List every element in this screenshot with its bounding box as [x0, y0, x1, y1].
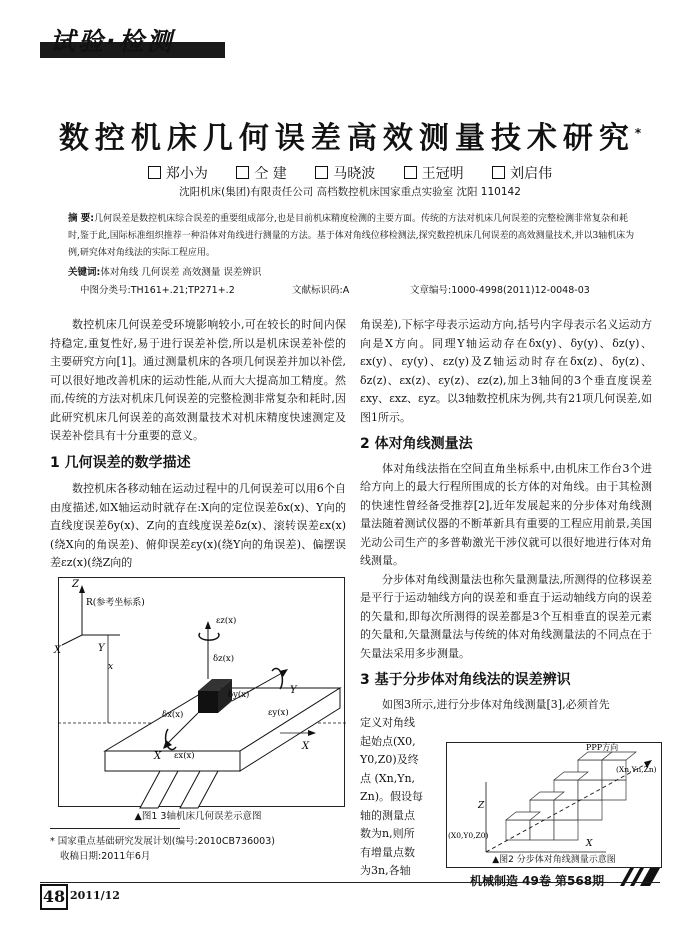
- arrow-x2-label: X: [302, 741, 310, 752]
- article-number: 文章编号:1000-4998(2011)12-0048-03: [410, 285, 590, 296]
- author-list: [0, 163, 700, 183]
- axis-z-label: Z: [478, 801, 485, 811]
- x-dim-label: x: [108, 662, 114, 672]
- section-3-wrapped-text: 定义对角线 起始点(X0, Y0,Z0)及终 点 (Xn,Yn, Zn)。假设每 轴的测量点 数为n,则所 有增量点数 为3n,各轴: [360, 716, 424, 877]
- label-ex: εx(x): [174, 751, 195, 761]
- section-3-heading: 3 基于分步体对角线法的误差辨识: [360, 672, 571, 688]
- left-column: [50, 316, 346, 573]
- section-3-lead: 如图3所示,进行分步体对角线测量[3],必须首先: [382, 697, 610, 711]
- journal-logo-icon: [620, 868, 660, 886]
- figure-1-diagram: [50, 573, 346, 823]
- section-2-paragraph-2: 分步体对角线测量法也称矢量测量法,所测得的位移误差是平行于运动轴线方向的误差和垂直于运动轴线方向的误差的矢量和,即每次所测得的误差都是3个互相垂直的误差元素的矢量和,矢量测量法与传统的体对角线测量法的不同点在于矢量法采用多步测量。: [360, 572, 652, 660]
- page-number: 48: [40, 884, 68, 910]
- section-2-heading: 2 体对角线测量法: [360, 436, 473, 452]
- figure-2-caption: ▲图2 分步体对角线测量示意图: [492, 855, 616, 865]
- journal-info: 机械制造 49卷 第568期: [470, 874, 605, 888]
- footnote-rule: [50, 828, 180, 829]
- axis-x-label: X: [54, 645, 62, 656]
- axis-z-label: Z: [72, 579, 79, 590]
- end-point-label: (Xn,Yn,Zn): [616, 765, 657, 774]
- author: 仝 建: [236, 166, 286, 182]
- footnote: [50, 834, 346, 864]
- label-ey: εy(x): [268, 708, 289, 718]
- intro-paragraph: 数控机床几何误差受环境影响较小,可在较长的时间内保持稳定,重复性好,易于进行误差补偿,所以是机床误差补偿的主要研究方向[1]。通过测量机床的各项几何误差并加以补偿,可以很好地改善机床的运动性能,从而大大提高加工精度。然而,传统的方法对机床几何误差的完整检测非常复杂和耗时,因此研究机床几何误差的高效测量技术对机床精度快速测定及误差补偿具有十分重要的意义。: [50, 318, 346, 442]
- label-dz: δz(x): [213, 654, 235, 664]
- figure-2-diagram: [446, 742, 662, 866]
- section-1-paragraph: 数控机床各移动轴在运动过程中的几何误差可以用6个自由度描述,如X轴运动时就存在:X向的定位误差δx(x)、Y向的直线度误差δy(x)、Z向的直线度误差δz(x)、滚转误差εx(x)(绕X向的角误差)、俯仰误差εy(x)(绕Y向的角误差)、偏摆误差εz(x)(绕Z向的: [50, 482, 346, 569]
- abstract: 摘 要:几何误差是数控机床综合误差的重要组成部分,也是目前机床精度检测的主要方面。传统的方法对机床几何误差的完整检测非常复杂和耗时,鉴于此,国际标准组织推荐一种沿体对角线进行测量的方法。基于体对角线位移检测法,探究数控机床几何误差的高效测量技术,并以3轴机床为例,研究体对角线法的实际工程应用。: [68, 213, 635, 258]
- keywords: 关键词:体对角线 几何误差 高效测量 误差辨识: [68, 267, 262, 278]
- received-date: 收稿日期:2011年6月: [60, 851, 151, 862]
- label-dx: δx(x): [162, 710, 184, 720]
- issue-label: 2011/12: [70, 889, 120, 902]
- label-ez: εz(x): [216, 616, 237, 626]
- axis-y-label: Y: [98, 643, 105, 654]
- figure-1-caption: ▲图1 3轴机床几何误差示意图: [134, 811, 262, 822]
- author: 郑小为: [148, 166, 208, 182]
- section-1-heading: 1 几何误差的数学描述: [50, 454, 191, 471]
- reference-frame-label: R(参考坐标系): [86, 598, 145, 608]
- footer-rule: [40, 882, 660, 883]
- doc-code: 文献标识码:A: [292, 285, 350, 296]
- ppp-direction-label: PPP方向: [586, 743, 619, 752]
- section-tag: 试验·检测: [50, 27, 175, 56]
- author: 刘启伟: [492, 166, 552, 182]
- funding-note: * 国家重点基础研究发展计划(编号:2010CB736003): [50, 836, 275, 847]
- start-point-label: (X0,Y0,Z0): [448, 831, 489, 840]
- affiliation: 沈阳机床(集团)有限责任公司 高档数控机床国家重点实验室 沈阳 110142: [179, 186, 521, 198]
- section-2-paragraph-1: 体对角线法指在空间直角坐标系中,由机床工作台3个进给方向上的最大行程所围成的长方体的对角线。由于其检测的快速性曾经备受推荐[2],近年发展起来的分步体对角线测量法随着测试仪器的不断革新具有重要的工程应用前景,美国光动公司生产的多普勒激光干涉仪就可以很好地进行体对角线测量。: [360, 461, 652, 567]
- author: 王冠明: [404, 166, 464, 182]
- label-dy: δy(x): [228, 690, 250, 700]
- clc-number: 中图分类号:TH161+.21;TP271+.2: [80, 285, 235, 296]
- axis-x-label: X: [586, 839, 593, 849]
- continuation-paragraph: 角误差),下标字母表示运动方向,括号内字母表示名义运动方向是X方向。同理Y轴运动存在δx(y)、δy(y)、δz(y)、εx(y)、εy(y)、εz(y)及Z轴运动时存在δx(z)、δy(z)、δz(z)、εx(z)、εy(z)、εz(z),加上3轴间的3个垂直度误差εxy、εxz、εyz。以3轴数控机床为例,共有21项几何误差,如图1所示。: [360, 318, 652, 424]
- arrow-x-label: X: [154, 751, 162, 762]
- paper-title: 数控机床几何误差高效测量技术研究*: [58, 121, 642, 156]
- author: 马晓波: [315, 166, 375, 182]
- arrow-y-label: Y: [290, 685, 297, 696]
